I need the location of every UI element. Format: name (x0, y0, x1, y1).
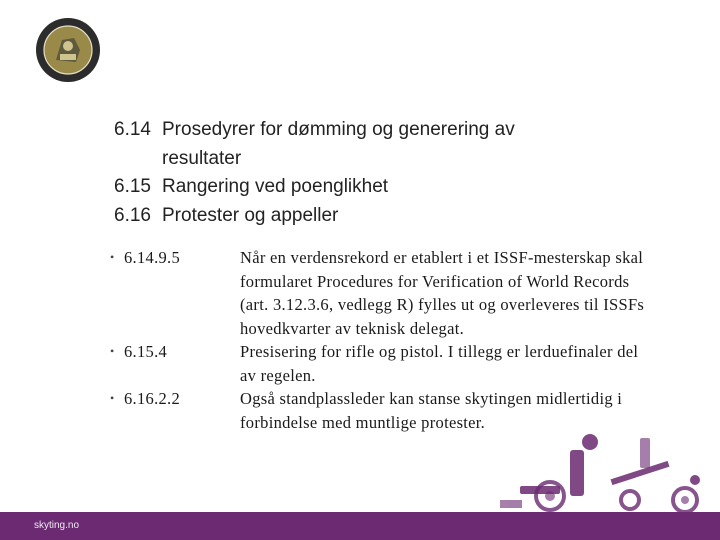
heading-6-14 (114, 116, 674, 145)
heading-text: Prosedyrer for dømming og generering av (162, 119, 515, 140)
heading-6-15 (114, 173, 674, 202)
rule-list (110, 246, 670, 434)
heading-continuation: resultater (162, 147, 242, 169)
section-headings (114, 116, 674, 230)
rule-number: 6.15.4 (124, 342, 168, 361)
association-seal-logo (34, 16, 102, 84)
rule-number: 6.16.2.2 (124, 389, 181, 408)
rule-number: 6.14.9.5 (124, 248, 181, 267)
footer-bar (0, 512, 720, 540)
heading-6-16 (114, 202, 674, 231)
heading-number: 6.14 (114, 119, 151, 140)
rule-row (110, 340, 670, 387)
heading-text: Protester og appeller (162, 204, 339, 226)
heading-number: 6.15 (114, 176, 151, 197)
heading-text: Rangering ved poenglikhet (162, 176, 389, 197)
bullet: • (110, 250, 115, 264)
bullet: • (110, 344, 115, 358)
bullet: • (110, 391, 115, 405)
heading-number: 6.16 (114, 204, 151, 226)
rule-description: Presisering for rifle og pistol. I tillegg er lerduefinaler del av regelen. (240, 342, 639, 385)
rule-row (110, 246, 670, 340)
shooting-sports-illustration (490, 430, 720, 512)
footer-site-link[interactable]: skyting.no (34, 520, 80, 531)
rule-description: Også standplassleder kan stanse skytingen midlertidig i forbindelse med muntlige protester. (240, 389, 623, 432)
rule-row (110, 387, 670, 434)
rule-description: Når en verdensrekord er etablert i et ISSF-mesterskap skal formularet Procedures for Verification of World Records (art. 3.12.3.6, vedlegg R) fylles ut og overleveres til ISSFs hovedkvarter av teknisk delegat. (240, 248, 645, 338)
